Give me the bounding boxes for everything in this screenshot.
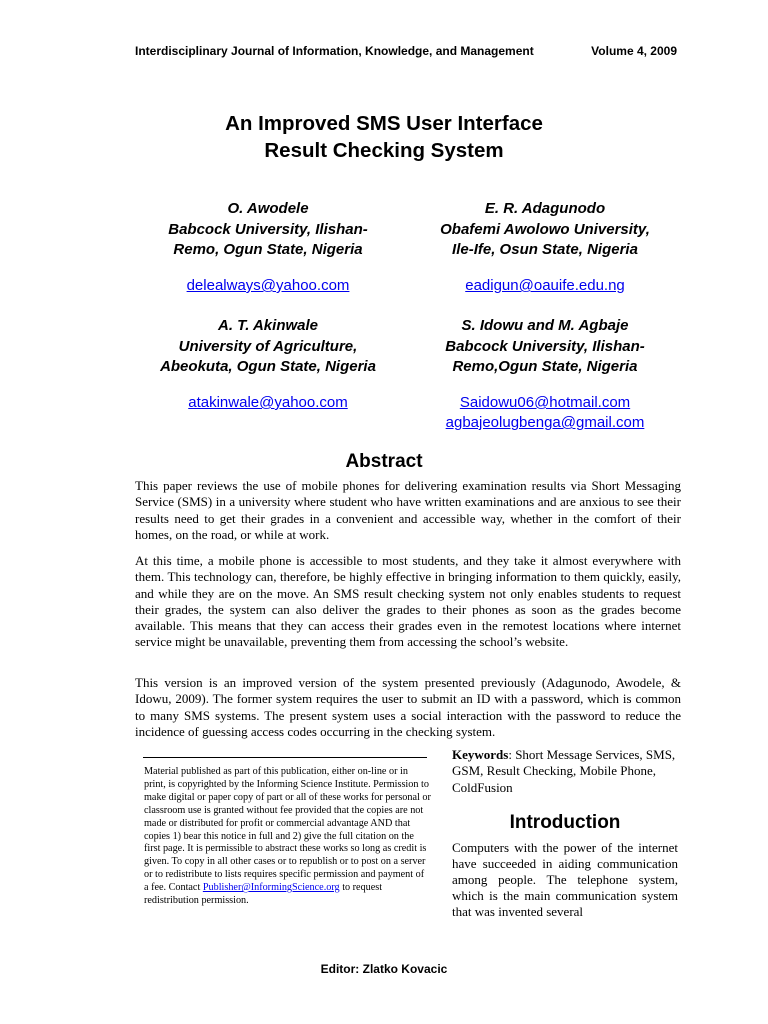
author-affiliation-line: University of Agriculture,	[178, 337, 358, 355]
abstract-paragraph-2: At this time, a mobile phone is accessible to most students, and they take it almost everywhere with them. This technology can, therefore, be highly effective in bringing information to them quickly, easily, and while they are on the move. An SMS result checking system not only enables students to request their grades, the system can also deliver the grades to their phones as soon as the grades become available. This means that they can access their grades even in the remotest locations where internet service might be unavailable, preventing them from accessing the school’s website.	[135, 553, 681, 650]
author-block-idowu-agbaje	[405, 316, 685, 378]
author-affiliation-line: Babcock University, Ilishan-	[445, 337, 645, 355]
publisher-email-link[interactable]: Publisher@InformingScience.org	[202, 882, 340, 894]
paper-title-line-2: Result Checking System	[264, 139, 504, 162]
author-affiliation-line: Ile-Ife, Osun State, Nigeria	[452, 241, 638, 258]
author-name: S. Idowu and M. Agbaje	[461, 317, 629, 334]
email-link-adagunodo[interactable]: eadigun@oauife.edu.ng	[465, 277, 625, 294]
author-affiliation-line: Obafemi Awolowo University,	[440, 220, 650, 238]
footnote-divider	[143, 757, 427, 758]
journal-name: Interdisciplinary Journal of Information, Knowledge, and Management	[135, 44, 534, 58]
keywords-block	[452, 747, 678, 796]
introduction-text: Computers with the power of the internet have succeeded in aiding communication among people. The telephone system, which is the main communication system that was invented several	[452, 840, 678, 919]
abstract-heading: Abstract	[345, 451, 423, 472]
author-name: O. Awodele	[227, 200, 309, 217]
author-affiliation-line: Remo, Ogun State, Nigeria	[173, 241, 363, 258]
abstract-paragraph-3: This version is an improved version of the system presented previously (Adagunodo, Awodele, & Idowu, 2009). The former system requires the user to submit an ID with a password, which is common to many SMS systems. The present system uses a social interaction with the password to reduce the incidence of guessing access codes occurring in the checking system.	[135, 675, 681, 739]
author-name: E. R. Adagunodo	[484, 200, 606, 217]
keywords-label: Keywords	[452, 747, 509, 762]
volume-info: Volume 4, 2009	[591, 44, 677, 58]
author-block-akinwale	[128, 316, 408, 378]
keywords-text: : Short Message Services, SMS, GSM, Result Checking, Mobile Phone, ColdFusion	[452, 747, 676, 795]
paper-title-line-1: An Improved SMS User Interface	[225, 112, 543, 135]
author-block-adagunodo	[405, 199, 685, 261]
email-link-akinwale[interactable]: atakinwale@yahoo.com	[188, 394, 348, 411]
email-link-idowu[interactable]: Saidowu06@hotmail.com	[459, 394, 631, 411]
introduction-heading: Introduction	[509, 812, 621, 833]
copyright-text-after: to request redistribution permission.	[144, 882, 383, 907]
email-link-agbaje[interactable]: agbajeolugbenga@gmail.com	[445, 414, 645, 431]
abstract-paragraph-1: This paper reviews the use of mobile phones for delivering examination results via Short Messaging Service (SMS) in a university where student who have written examinations and are anxious to see their results need to get their grades in a convenient and accessible way, whether in the comfort of their homes, on the road, or while at work.	[135, 478, 681, 542]
author-name: A. T. Akinwale	[217, 317, 319, 334]
author-affiliation-line: Remo,Ogun State, Nigeria	[452, 358, 638, 375]
editor-credit: Editor: Zlatko Kovacic	[320, 962, 448, 976]
copyright-notice	[144, 766, 431, 908]
author-block-awodele	[128, 199, 408, 261]
author-affiliation-line: Abeokuta, Ogun State, Nigeria	[160, 358, 376, 375]
email-link-awodele[interactable]: delealways@yahoo.com	[186, 277, 350, 294]
author-affiliation-line: Babcock University, Ilishan-	[168, 220, 368, 238]
copyright-text: Material published as part of this publication, either on-line or in print, is copyrighted by the Informing Science Institute. Permission to make digital or paper copy of part or all of these works for personal or classroom use is granted without fee provided that the copies are not made or distributed for profit or commercial advantage AND that copies 1) bear this notice in full and 2) give the full citation on the first page. It is permissible to abstract these works so long as credit is given. To copy in all other cases or to republish or to post on a server or to redistribute to lists requires specific permission and payment of a fee. Contact	[144, 766, 431, 894]
